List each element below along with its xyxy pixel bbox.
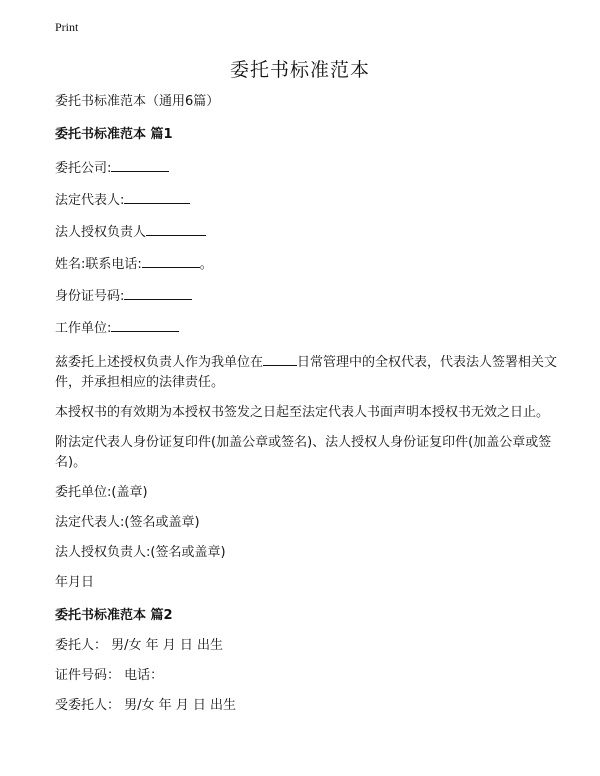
field-authorized-person <box>55 222 560 243</box>
paragraph-text: 日常管理中的全权代表，代表法人签署相关文件，并承担相应的法律责任。 <box>55 355 558 390</box>
fill-blank <box>124 286 192 300</box>
fill-blank <box>146 222 206 236</box>
paragraph-text: 兹委托上述授权负责人作为我单位在 <box>55 355 264 370</box>
section-1-heading: 委托书标准范本 篇1 <box>55 127 173 142</box>
field-id-number <box>55 286 560 307</box>
field-label: 委托公司: <box>55 161 112 176</box>
field-label: 姓名:联系电话: <box>55 257 142 272</box>
agent-line: 受委托人： 男/女 年 月 日 出生 <box>55 698 237 713</box>
fill-blank <box>124 190 190 204</box>
print-link[interactable]: Print <box>55 20 79 34</box>
field-label: 身份证号码: <box>55 289 125 304</box>
section-2-heading: 委托书标准范本 篇2 <box>55 608 173 623</box>
field-legal-representative <box>55 190 560 211</box>
signature-unit: 委托单位:(盖章) <box>55 485 148 500</box>
document-subtitle: 委托书标准范本（通用6篇） <box>55 94 220 109</box>
field-suffix: 。 <box>199 257 213 272</box>
fill-blank <box>111 158 169 172</box>
fill-blank <box>263 352 297 366</box>
paragraph-authorization <box>55 352 560 393</box>
document-title: 委托书标准范本 <box>229 59 370 81</box>
field-label: 法定代表人: <box>55 193 125 208</box>
id-phone-line: 证件号码： 电话： <box>55 668 164 683</box>
field-entrusting-company <box>55 158 560 179</box>
field-label: 工作单位: <box>55 321 112 336</box>
fill-blank <box>142 254 200 268</box>
date-line: 年月日 <box>55 575 95 590</box>
fill-blank <box>111 318 179 332</box>
field-name-phone <box>55 254 560 275</box>
document-body <box>55 92 560 716</box>
field-work-unit <box>55 318 560 339</box>
principal-line: 委托人： 男/女 年 月 日 出生 <box>55 638 224 653</box>
paragraph-attachments: 附法定代表人身份证复印件(加盖公章或签名)、法人授权人身份证复印件(加盖公章或签名)。 <box>55 435 552 470</box>
field-label: 法人授权负责人 <box>55 225 147 240</box>
signature-authorized: 法人授权负责人:(签名或盖章) <box>55 545 226 560</box>
paragraph-validity: 本授权书的有效期为本授权书签发之日起至法定代表人书面声明本授权书无效之日止。 <box>55 405 550 420</box>
signature-representative: 法定代表人:(签名或盖章) <box>55 515 200 530</box>
